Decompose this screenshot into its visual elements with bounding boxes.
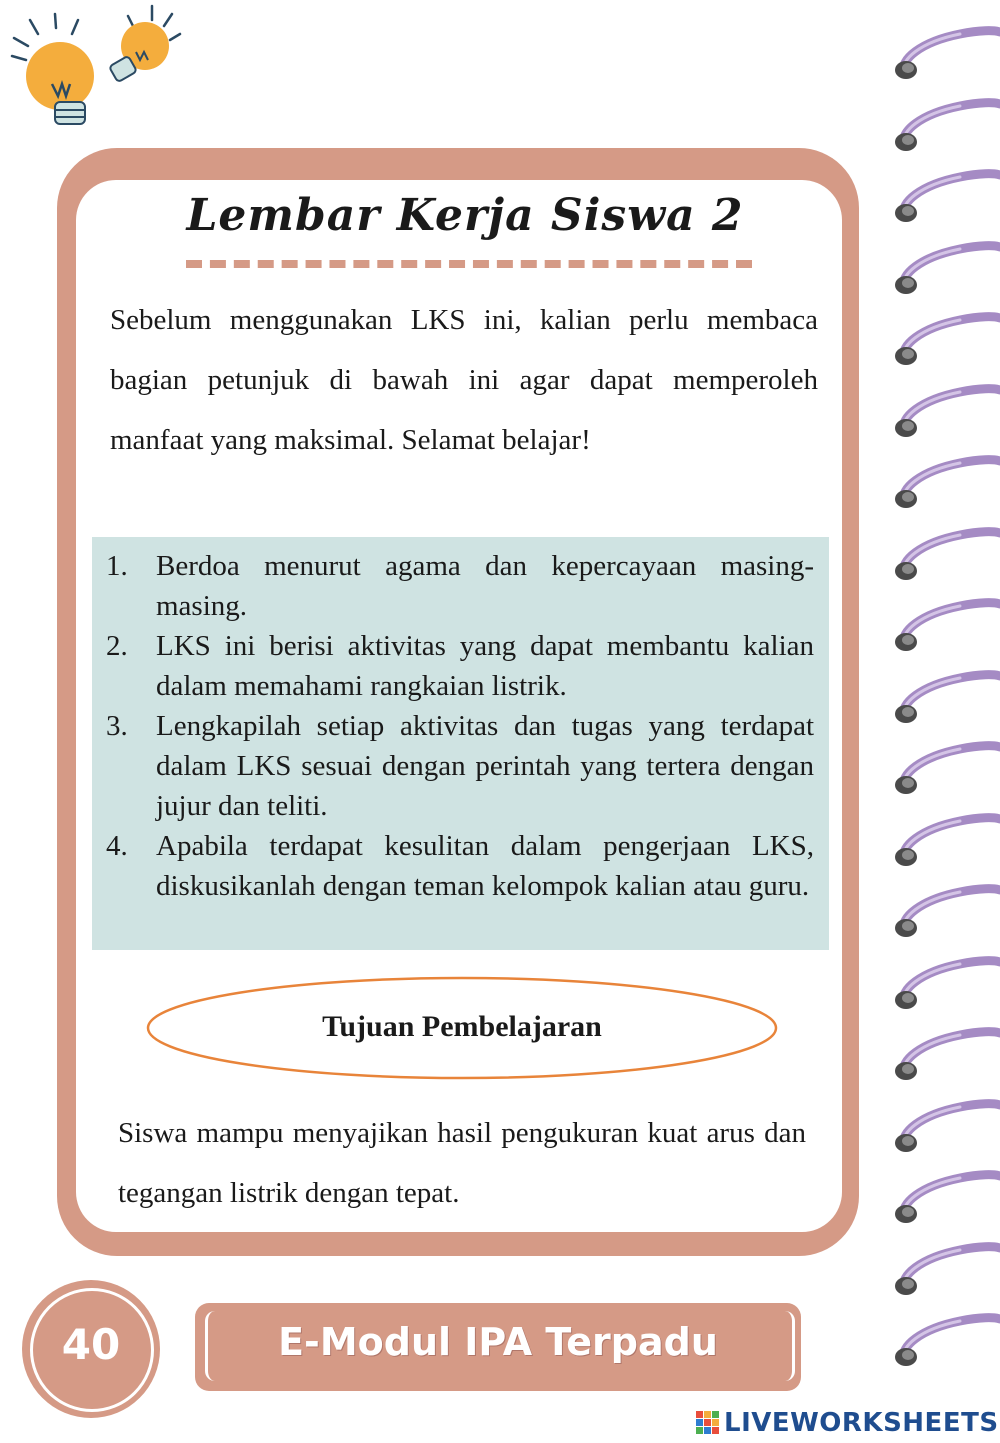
goal-paragraph: Siswa mampu menyajikan hasil pengukuran kuat arus dan tegangan listrik dengan tepat. <box>118 1117 806 1209</box>
light-bulb-icons <box>0 0 200 140</box>
liveworksheets-logo <box>696 1408 999 1438</box>
spiral-binding <box>890 20 1000 1390</box>
instruction-item <box>106 706 814 826</box>
intro-paragraph: Sebelum menggunakan LKS ini, kalian perlu membaca bagian petunjuk di bawah ini agar dapat memperoleh manfaat yang maksimal. Selamat belajar! <box>110 304 818 456</box>
instructions-list <box>106 546 814 906</box>
instruction-text: Lengkapilah setiap aktivitas dan tugas yang terdapat dalam LKS sesuai dengan perintah yang tertera dengan jujur dan teliti. <box>156 710 814 822</box>
instruction-item <box>106 626 814 706</box>
liveworksheets-logo-icon <box>696 1411 720 1435</box>
instruction-number: 4. <box>106 830 128 862</box>
goal-heading: Tujuan Pembelajaran <box>322 1010 602 1043</box>
instruction-text: Apabila terdapat kesulitan dalam pengerjaan LKS, diskusikanlah dengan teman kelompok kalian atau guru. <box>156 830 814 902</box>
module-title: E-Modul IPA Terpadu <box>278 1320 718 1364</box>
instructions-box <box>92 537 829 950</box>
liveworksheets-logo-text: LIVEWORKSHEETS <box>724 1408 999 1438</box>
title-underline <box>186 260 752 268</box>
instruction-item <box>106 826 814 906</box>
instruction-number: 3. <box>106 710 128 742</box>
instruction-text: Berdoa menurut agama dan kepercayaan masing-masing. <box>156 550 814 622</box>
instruction-number: 1. <box>106 550 128 582</box>
instruction-number: 2. <box>106 630 128 662</box>
instruction-item <box>106 546 814 626</box>
instruction-text: LKS ini berisi aktivitas yang dapat membantu kalian dalam memahami rangkaian listrik. <box>156 630 814 702</box>
page-number: 40 <box>61 1320 121 1369</box>
worksheet-title: Lembar Kerja Siswa 2 <box>186 190 744 241</box>
